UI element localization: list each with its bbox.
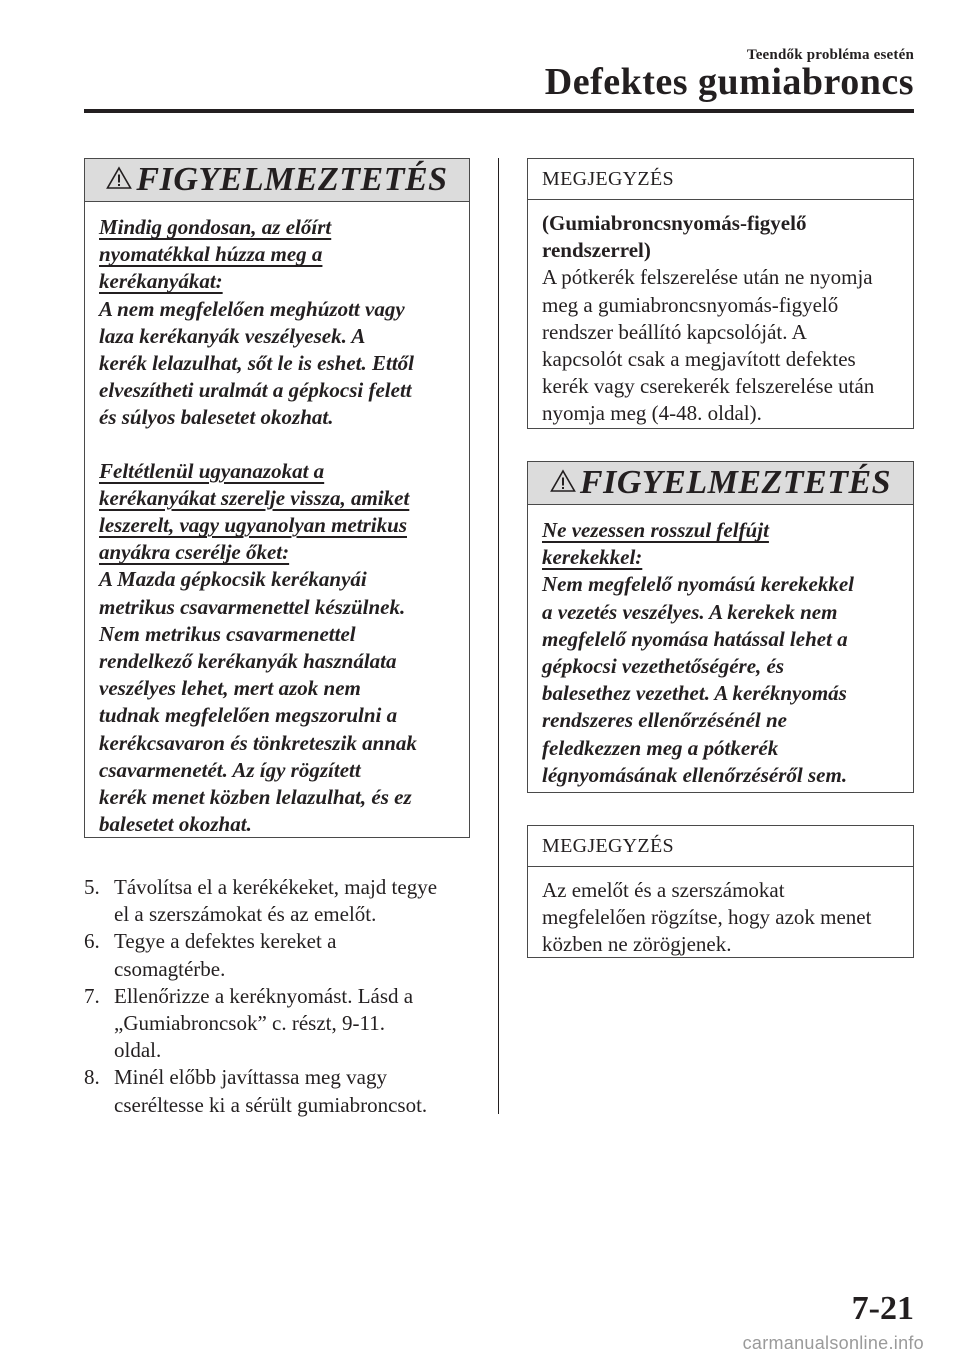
step-text: csomagtérbe.: [114, 956, 226, 981]
note-line: A pótkerék felszerelése után ne nyomja: [542, 265, 873, 290]
warning-line: Nem metrikus csavarmenettel: [99, 621, 356, 646]
page-title: Defektes gumiabroncs: [544, 61, 914, 103]
note-line: megfelelően rögzítse, hogy azok menet: [542, 905, 872, 930]
step-line: [84, 928, 474, 955]
warning-line: gépkocsi vezethetőségére, és: [542, 654, 785, 679]
warning-line: kerekekkel:: [542, 545, 643, 570]
step-number: [84, 1010, 114, 1037]
step-line: [84, 1037, 474, 1064]
step-number: [84, 901, 114, 928]
step-line: [84, 1010, 474, 1037]
step-text: el a szerszámokat és az emelőt.: [114, 902, 377, 927]
note-subheading-line: (Gumiabroncsnyomás-figyelő: [542, 211, 807, 235]
warning-heading-text: FIGYELMEZTETÉS: [579, 464, 892, 501]
warning-line: veszélyes lehet, mert azok nem: [99, 676, 361, 701]
step-number: [84, 956, 114, 983]
step-number: 5.: [84, 875, 100, 899]
warning-heading: [85, 159, 469, 202]
note-line: rendszer beállító kapcsolóját. A: [542, 319, 807, 344]
watermark: carmanualsonline.info: [742, 1333, 924, 1353]
note-body: [528, 867, 913, 969]
note-subheading-line: rendszerrel): [542, 238, 651, 263]
step-number: 8.: [84, 1065, 100, 1090]
warning-heading-text: FIGYELMEZTETÉS: [136, 161, 448, 198]
warning-box-wheel-nuts: [84, 158, 470, 838]
warning-line: A nem megfelelően meghúzott vagy: [99, 296, 405, 321]
step-line: [84, 983, 474, 1010]
warning-line: A Mazda gépkocsik kerékanyái: [99, 567, 367, 592]
warning-line: Feltétlenül ugyanazokat a: [99, 458, 325, 483]
step-text: oldal.: [114, 1038, 162, 1063]
column-divider: [498, 158, 499, 1114]
warning-box-tire-pressure: [527, 461, 914, 793]
step-line: [84, 874, 474, 901]
step-line: [84, 901, 474, 928]
warning-line: légnyomásának ellenőrzéséről sem.: [542, 762, 848, 787]
warning-line: kerékanyákat:: [99, 269, 223, 294]
warning-triangle-icon: [550, 469, 576, 493]
note-line: Az emelőt és a szerszámokat: [542, 878, 785, 902]
header-rule: [84, 109, 914, 113]
step-line: [84, 956, 474, 983]
step-line: [84, 1092, 474, 1119]
note-line: közben ne zörögjenek.: [542, 932, 732, 957]
note-line: kerék vagy cserekerék felszerelése után: [542, 374, 875, 399]
warning-line: kerékcsavaron és tönkreteszik annak: [99, 730, 417, 755]
note-heading: MEGJEGYZÉS: [528, 826, 913, 867]
warning-line: Ne vezessen rosszul felfújt: [542, 518, 769, 542]
warning-line: metrikus csavarmenettel készülnek.: [99, 594, 406, 619]
step-number: [84, 1037, 114, 1064]
note-line: kapcsolót csak a megjavított defektes: [542, 347, 856, 372]
step-text: cseréltesse ki a sérült gumiabroncsot.: [114, 1092, 428, 1117]
paragraph-gap: [99, 432, 455, 458]
warning-line: anyákra cserélje őket:: [99, 540, 290, 565]
warning-body: [528, 505, 913, 799]
warning-line: kerékanyákat szerelje vissza, amiket: [99, 485, 410, 510]
step-text: Tegye a defektes kereket a: [114, 929, 337, 954]
warning-line: feledkezzen meg a pótkerék: [542, 735, 779, 760]
step-text: Távolítsa el a kerékékeket, majd tegye: [114, 875, 438, 899]
warning-line: a vezetés veszélyes. A kerekek nem: [542, 599, 838, 624]
warning-line: megfelelő nyomása hatással lehet a: [542, 626, 848, 651]
warning-triangle-icon: [106, 166, 132, 190]
note-body: [528, 200, 913, 438]
note-box-tools: [527, 825, 914, 958]
warning-line: nyomatékkal húzza meg a: [99, 242, 323, 267]
note-heading: MEGJEGYZÉS: [528, 159, 913, 200]
warning-line: kerék lelazulhat, sőt le is eshet. Ettől: [99, 351, 415, 376]
note-line: meg a gumiabroncsnyomás-figyelő: [542, 292, 839, 317]
warning-heading: [528, 462, 913, 505]
warning-line: laza kerékanyák veszélyesek. A: [99, 323, 366, 348]
warning-line: és súlyos balesetet okozhat.: [99, 405, 334, 430]
warning-line: rendelkező kerékanyák használata: [99, 649, 397, 674]
step-text: Minél előbb javíttassa meg vagy: [114, 1065, 387, 1090]
warning-line: rendszeres ellenőrzésénél ne: [542, 708, 787, 733]
warning-line: elveszítheti uralmát a gépkocsi felett: [99, 378, 412, 403]
step-line: [84, 1064, 474, 1091]
step-text: „Gumiabroncsok” c. részt, 9-11.: [114, 1011, 385, 1036]
warning-line: Nem megfelelő nyomású kerekekkel: [542, 572, 855, 597]
page-number: 7-21: [851, 1290, 914, 1327]
note-line: nyomja meg (4-48. oldal).: [542, 401, 762, 426]
step-text: Ellenőrizze a keréknyomást. Lásd a: [114, 983, 414, 1008]
warning-line: balesethez vezethet. A keréknyomás: [542, 681, 847, 706]
warning-line: csavarmenetét. Az így rögzített: [99, 757, 361, 782]
warning-line: Mindig gondosan, az előírt: [99, 215, 332, 239]
warning-line: kerék menet közben lelazulhat, és ez: [99, 785, 412, 810]
step-number: 7.: [84, 983, 100, 1008]
step-number: 6.: [84, 929, 100, 954]
section-header: Teendők probléma esetén: [746, 47, 914, 63]
warning-line: leszerelt, vagy ugyanolyan metrikus: [99, 513, 407, 538]
warning-body: [85, 202, 469, 848]
warning-line: balesetet okozhat.: [99, 812, 252, 837]
warning-line: tudnak megfelelően megszorulni a: [99, 703, 398, 728]
steps-list: [84, 874, 474, 1119]
step-number: [84, 1092, 114, 1119]
note-box-tpms: [527, 158, 914, 429]
